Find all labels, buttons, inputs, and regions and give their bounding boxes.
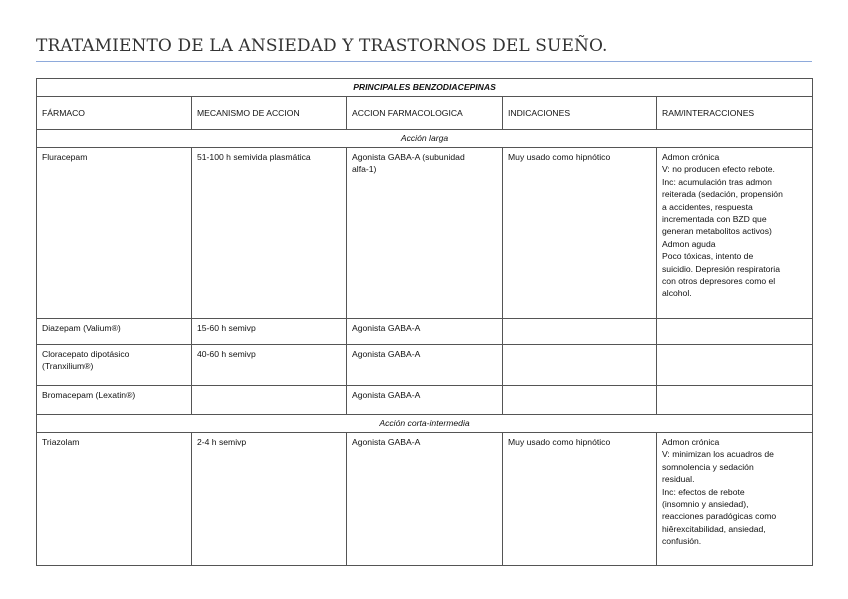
cell-indicaciones	[503, 386, 657, 415]
benzodiazepine-table	[36, 78, 813, 566]
cell-mecanismo	[192, 433, 347, 566]
section-header: Acción larga	[37, 130, 813, 148]
cell-text-line: Agonista GABA-A	[352, 349, 421, 359]
column-header-mecanismo: MECANISMO DE ACCION	[192, 97, 347, 130]
cell-text-line: 2-4 h semivp	[197, 437, 247, 447]
cell-text-line: 40-60 h semivp	[197, 349, 256, 359]
cell-text-line: Admon aguda	[662, 238, 716, 249]
cell-text-line: V: no producen efecto rebote.	[662, 164, 775, 175]
cell-mecanismo	[192, 386, 347, 415]
section-header: Acción corta-intermedia	[37, 415, 813, 433]
cell-text-line: a accidentes, respuesta	[662, 201, 753, 212]
cell-ram	[657, 319, 813, 345]
cell-accion	[347, 148, 503, 319]
cell-ram	[657, 433, 813, 566]
cell-text-line: 51-100 h semivida plasmática	[197, 152, 311, 162]
cell-accion	[347, 319, 503, 345]
header-row	[37, 97, 813, 130]
cell-accion	[347, 386, 503, 415]
column-header-farmaco: FÁRMACO	[37, 97, 192, 130]
cell-text-line: Agonista GABA-A (subunidad	[352, 152, 465, 162]
cell-text-line: reiterada (sedación, propensión	[662, 189, 783, 200]
cell-accion	[347, 433, 503, 566]
table-row	[37, 345, 813, 386]
table-row	[37, 433, 813, 566]
cell-text-line: (insomnio y ansiedad),	[662, 499, 749, 510]
cell-text-line: Diazepam (Valium®)	[42, 323, 121, 333]
cell-text-line: residual.	[662, 474, 695, 485]
cell-farmaco	[37, 345, 192, 386]
cell-text-line: Admon crónica	[662, 437, 720, 447]
cell-text-line: Agonista GABA-A	[352, 390, 421, 400]
cell-farmaco	[37, 148, 192, 319]
cell-text-line: suicidio. Depresión respiratoria	[662, 263, 780, 274]
cell-text-line: confusión.	[662, 536, 702, 547]
cell-mecanismo	[192, 345, 347, 386]
cell-mecanismo	[192, 319, 347, 345]
cell-indicaciones	[503, 148, 657, 319]
cell-text-line: Muy usado como hipnótico	[508, 152, 611, 162]
cell-text-line: Agonista GABA-A	[352, 437, 421, 447]
column-header-ram: RAM/INTERACCIONES	[657, 97, 813, 130]
cell-accion	[347, 345, 503, 386]
cell-text-line: reacciones paradógicas como	[662, 511, 777, 522]
cell-text-line: Bromacepam (Lexatin®)	[42, 390, 136, 400]
cell-indicaciones	[503, 319, 657, 345]
table-row	[37, 148, 813, 319]
cell-text-line: (Tranxilium®)	[42, 361, 94, 372]
table-caption: PRINCIPALES BENZODIACEPINAS	[37, 79, 813, 97]
cell-text-line: Agonista GABA-A	[352, 323, 421, 333]
cell-mecanismo	[192, 148, 347, 319]
cell-text-line: Cloracepato dipotásico	[42, 349, 130, 359]
cell-text-line: alcohol.	[662, 288, 692, 299]
cell-text-line: hiêrexcitabilidad, ansiedad,	[662, 523, 766, 534]
cell-text-line: 15-60 h semivp	[197, 323, 256, 333]
cell-text-line: Poco tóxicas, intento de	[662, 251, 754, 262]
cell-text-line: somnolencia y sedación	[662, 461, 754, 472]
column-header-indicaciones: INDICACIONES	[503, 97, 657, 130]
cell-farmaco	[37, 319, 192, 345]
cell-text-line: con otros depresores como el	[662, 276, 776, 287]
cell-text-line: Muy usado como hipnótico	[508, 437, 611, 447]
column-header-accion: ACCION FARMACOLOGICA	[347, 97, 503, 130]
cell-ram	[657, 345, 813, 386]
table-row	[37, 386, 813, 415]
cell-ram	[657, 386, 813, 415]
cell-text-line: Inc: efectos de rebote	[662, 486, 745, 497]
cell-farmaco	[37, 386, 192, 415]
cell-text-line: alfa-1)	[352, 164, 377, 175]
title-underline	[36, 61, 812, 62]
cell-indicaciones	[503, 433, 657, 566]
cell-text-line: Fluracepam	[42, 152, 88, 162]
cell-indicaciones	[503, 345, 657, 386]
cell-text-line: generan metabolitos activos)	[662, 226, 772, 237]
page-title: TRATAMIENTO DE LA ANSIEDAD Y TRASTORNOS DEL SUEÑO.	[36, 36, 608, 56]
cell-text-line: Admon crónica	[662, 152, 720, 162]
cell-text-line: V: minimizan los acuadros de	[662, 449, 774, 460]
cell-ram	[657, 148, 813, 319]
cell-farmaco	[37, 433, 192, 566]
cell-text-line: Inc: acumulación tras admon	[662, 176, 772, 187]
cell-text-line: Triazolam	[42, 437, 80, 447]
cell-text-line: incrementada con BZD que	[662, 214, 767, 225]
table-row	[37, 319, 813, 345]
